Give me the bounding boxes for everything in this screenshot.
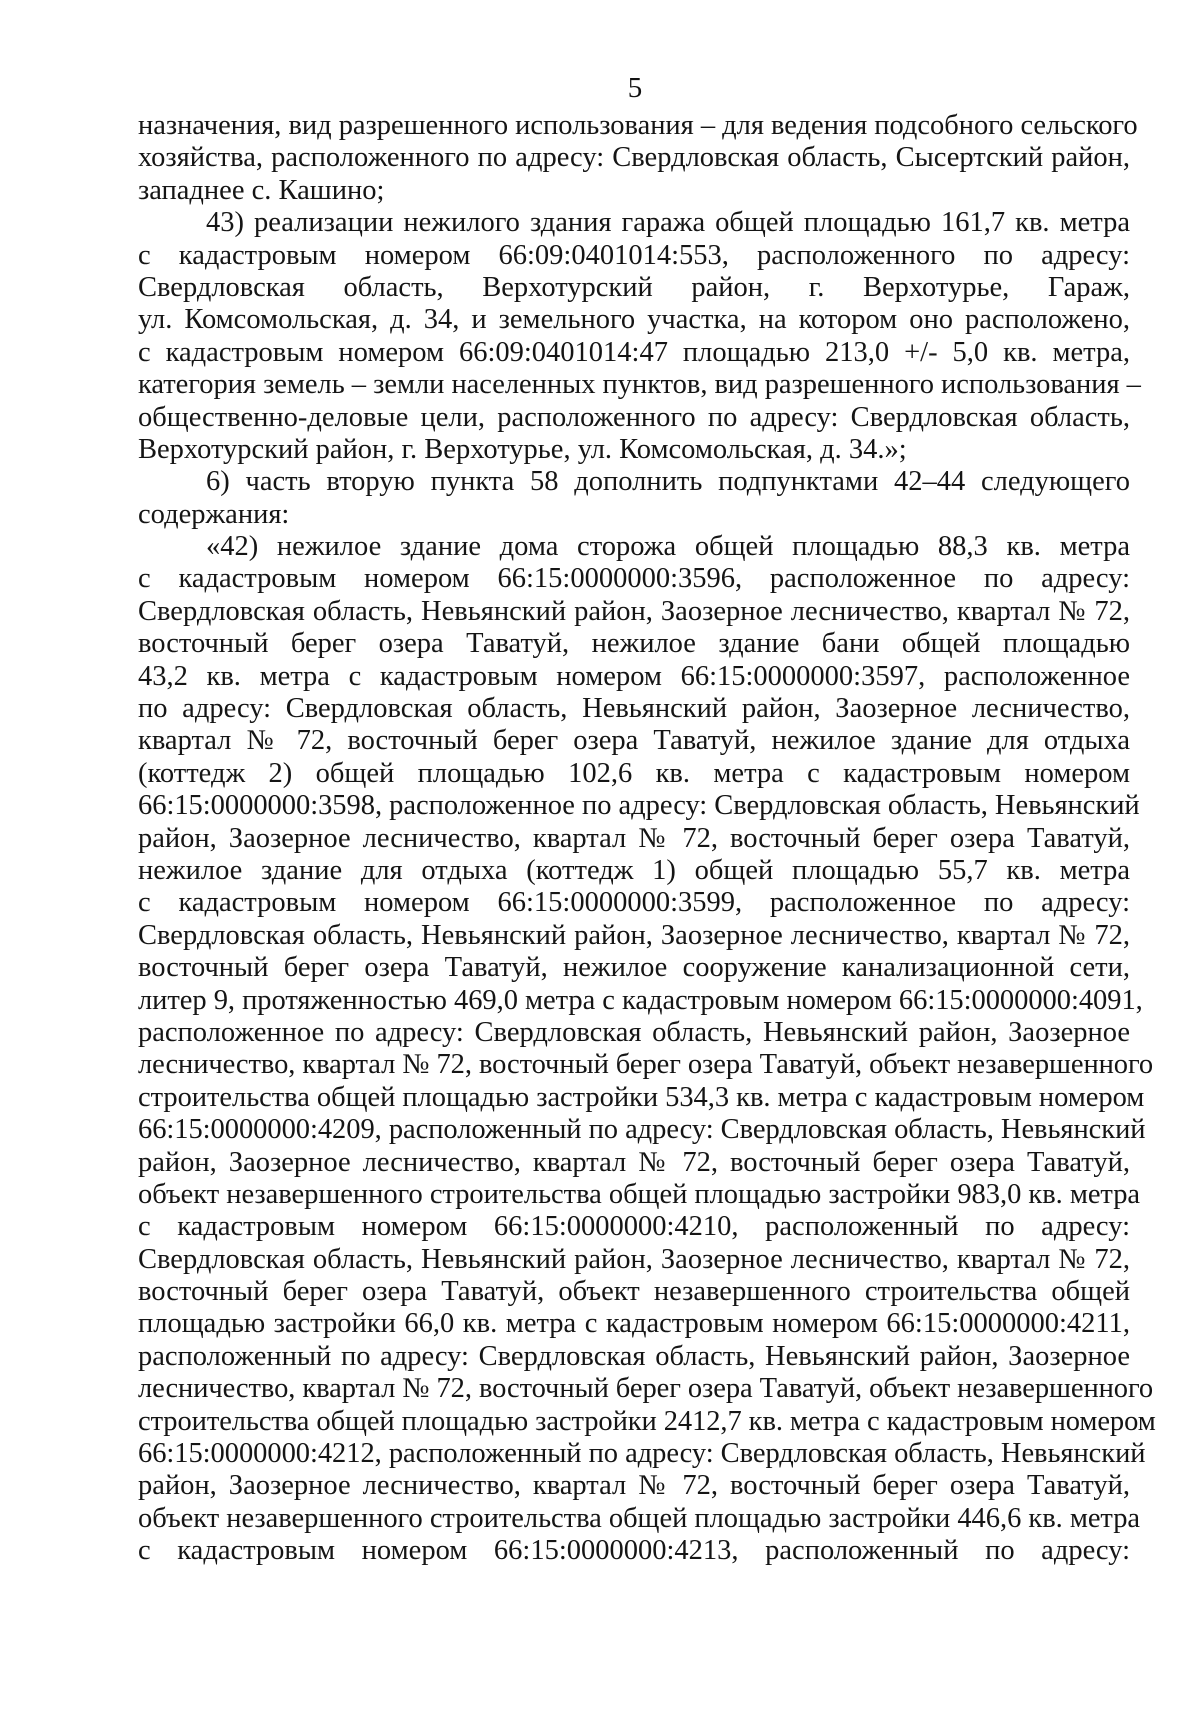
text-line: площадью застройки 66,0 кв. метра с кадастровым номером 66:15:0000000:4211,: [138, 1308, 1130, 1340]
text-line: строительства общей площадью застройки 2412,7 кв. метра с кадастровым номером: [138, 1405, 1156, 1437]
text-line: лесничество, квартал № 72, восточный берег озера Таватуй, объект незавершенного: [138, 1373, 1154, 1405]
text-line: с кадастровым номером 66:15:0000000:3599, расположенное по адресу:: [138, 887, 1130, 919]
text-line: Верхотурский район, г. Верхотурье, ул. Комсомольская, д. 34.»;: [138, 433, 907, 465]
text-line: восточный берег озера Таватуй, нежилое здание бани общей площадью: [138, 628, 1130, 660]
text-line: с кадастровым номером 66:09:0401014:553, расположенного по адресу:: [138, 239, 1130, 271]
text-line: с кадастровым номером 66:15:0000000:4210, расположенный по адресу:: [138, 1211, 1130, 1243]
text-line: содержания:: [138, 498, 290, 530]
text-line: категория земель – земли населенных пунктов, вид разрешенного использования –: [138, 369, 1141, 401]
text-line: нежилое здание для отдыха (коттедж 1) общей площадью 55,7 кв. метра: [138, 854, 1130, 886]
text-line: лесничество, квартал № 72, восточный берег озера Таватуй, объект незавершенного: [138, 1049, 1154, 1081]
text-line: 66:15:0000000:3598, расположенное по адресу: Свердловская область, Невьянский: [138, 790, 1140, 822]
text-line: район, Заозерное лесничество, квартал № 72, восточный берег озера Таватуй,: [138, 1470, 1130, 1502]
text-line: строительства общей площадью застройки 534,3 кв. метра с кадастровым номером: [138, 1081, 1145, 1113]
text-line: хозяйства, расположенного по адресу: Свердловская область, Сысертский район,: [138, 142, 1130, 174]
text-line: западнее с. Кашино;: [138, 174, 385, 206]
text-line: Свердловская область, Невьянский район, Заозерное лесничество, квартал № 72,: [138, 1243, 1130, 1275]
text-line: расположенное по адресу: Свердловская область, Невьянский район, Заозерное: [138, 1016, 1130, 1048]
text-line: восточный берег озера Таватуй, нежилое сооружение канализационной сети,: [138, 952, 1130, 984]
text-line: 66:15:0000000:4212, расположенный по адресу: Свердловская область, Невьянский: [138, 1438, 1146, 1470]
text-line: (коттедж 2) общей площадью 102,6 кв. метра с кадастровым номером: [138, 757, 1130, 789]
text-line: назначения, вид разрешенного использования – для ведения подсобного сельского: [138, 110, 1138, 141]
text-line: восточный берег озера Таватуй, объект незавершенного строительства общей: [138, 1276, 1130, 1308]
text-line: с кадастровым номером 66:15:0000000:4213, расположенный по адресу:: [138, 1535, 1130, 1567]
text-line: 43,2 кв. метра с кадастровым номером 66:15:0000000:3597, расположенное: [138, 660, 1130, 692]
text-line: Свердловская область, Невьянский район, Заозерное лесничество, квартал № 72,: [138, 919, 1130, 951]
text-line: расположенный по адресу: Свердловская область, Невьянский район, Заозерное: [138, 1340, 1130, 1372]
text-line: 66:15:0000000:4209, расположенный по адресу: Свердловская область, Невьянский: [138, 1114, 1146, 1146]
page-number: 5: [627, 72, 643, 104]
text-line: квартал № 72, восточный берег озера Таватуй, нежилое здание для отдыха: [138, 725, 1130, 757]
text-line: район, Заозерное лесничество, квартал № 72, восточный берег озера Таватуй,: [138, 822, 1130, 854]
text-line: 6) часть вторую пункта 58 дополнить подпунктами 42–44 следующего: [206, 466, 1130, 498]
text-line: район, Заозерное лесничество, квартал № 72, восточный берег озера Таватуй,: [138, 1146, 1130, 1178]
text-line: Свердловская область, Невьянский район, Заозерное лесничество, квартал № 72,: [138, 595, 1130, 627]
text-line: объект незавершенного строительства общей площадью застройки 446,6 кв. метра: [138, 1502, 1141, 1534]
text-line: 43) реализации нежилого здания гаража общей площадью 161,7 кв. метра: [206, 207, 1130, 239]
text-line: общественно-деловые цели, расположенного по адресу: Свердловская область,: [138, 401, 1130, 433]
text-line: по адресу: Свердловская область, Невьянский район, Заозерное лесничество,: [138, 693, 1130, 725]
text-line: объект незавершенного строительства общей площадью застройки 983,0 кв. метра: [138, 1178, 1141, 1210]
text-line: Свердловская область, Верхотурский район, г. Верхотурье, Гараж,: [138, 271, 1130, 303]
text-line: литер 9, протяженностью 469,0 метра с кадастровым номером 66:15:0000000:4091,: [138, 984, 1143, 1016]
text-line: ул. Комсомольская, д. 34, и земельного участка, на котором оно расположено,: [138, 304, 1130, 336]
text-line: «42) нежилое здание дома сторожа общей площадью 88,3 кв. метра: [206, 531, 1130, 563]
text-line: с кадастровым номером 66:15:0000000:3596, расположенное по адресу:: [138, 563, 1130, 595]
document-body: [138, 110, 1156, 1568]
text-line: с кадастровым номером 66:09:0401014:47 площадью 213,0 +/- 5,0 кв. метра,: [138, 336, 1130, 368]
